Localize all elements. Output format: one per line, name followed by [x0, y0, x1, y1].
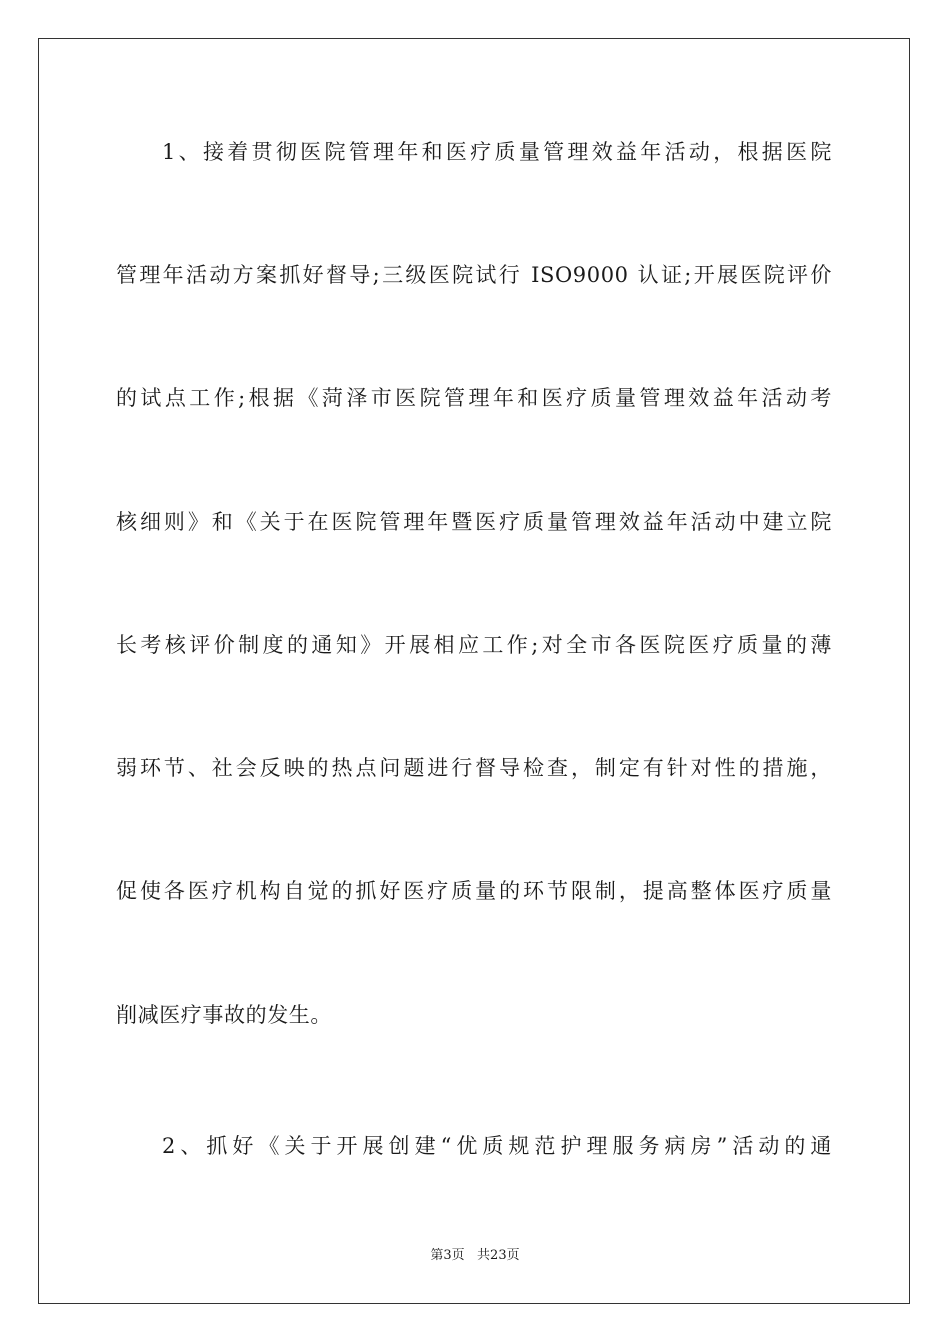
- paragraph-1-line-7: 促使各医疗机构自觉的抓好医疗质量的环节限制，提高整体医疗质量: [116, 879, 832, 903]
- paragraph-1-line-8: 削减医疗事故的发生。: [116, 1003, 332, 1027]
- paragraph-1-line-3: 的试点工作;根据《菏泽市医院管理年和医疗质量管理效益年活动考: [116, 386, 832, 410]
- paragraph-1-line-4: 核细则》和《关于在医院管理年暨医疗质量管理效益年活动中建立院: [116, 510, 832, 534]
- paragraph-2-line-1: 2、抓好《关于开展创建“优质规范护理服务病房”活动的通: [162, 1134, 832, 1158]
- paragraph-1-line-6: 弱环节、社会反映的热点问题进行督导检查，制定有针对性的措施，: [116, 756, 832, 780]
- page-border: [38, 38, 910, 1304]
- paragraph-1-line-2: 管理年活动方案抓好督导;三级医院试行 ISO9000 认证;开展医院评价: [116, 263, 832, 287]
- paragraph-1-line-5: 长考核评价制度的通知》开展相应工作;对全市各医院医疗质量的薄: [116, 633, 832, 657]
- page-number-footer: 第3页 共23页: [430, 1248, 520, 1263]
- paragraph-1-line-1: 1、接着贯彻医院管理年和医疗质量管理效益年活动，根据医院: [162, 140, 832, 164]
